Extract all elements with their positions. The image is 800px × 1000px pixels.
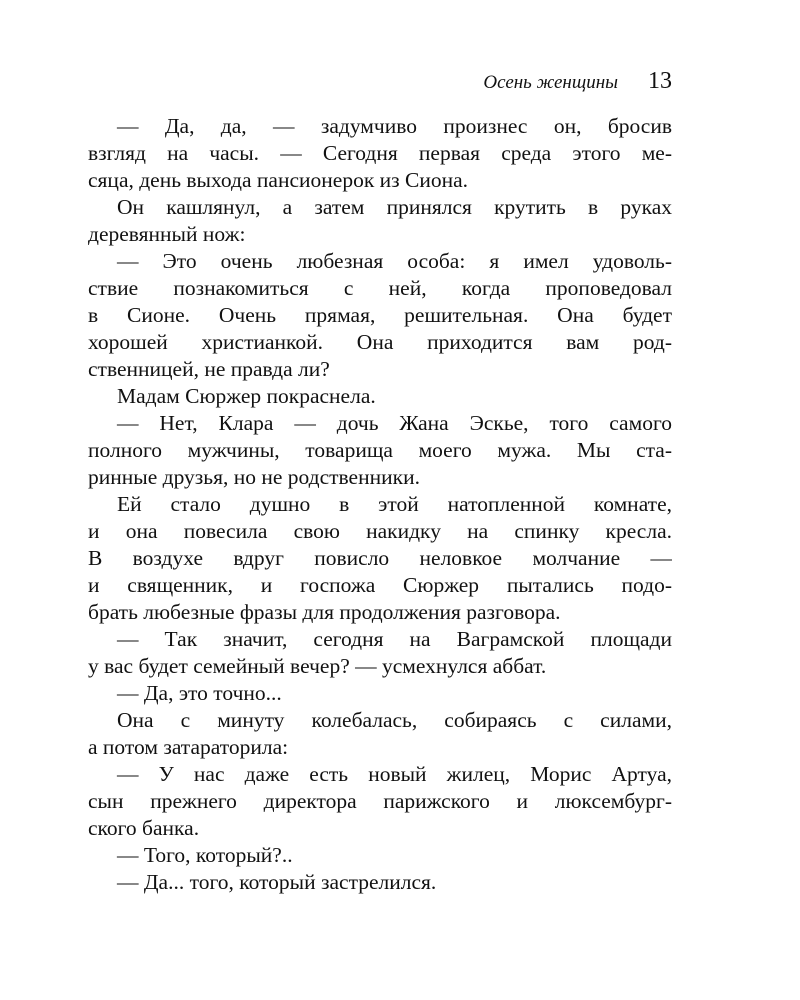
text-line: Ей стало душно в этой натопленной комнате, (117, 492, 672, 516)
text-line: полного мужчины, товарища моего мужа. Мы ста- (88, 438, 672, 462)
text-line: — У нас даже есть новый жилец, Морис Артуа, (117, 762, 672, 786)
text-line: взгляд на часы. — Сегодня первая среда этого ме- (88, 141, 672, 165)
text-line: и она повесила свою накидку на спинку кресла. (88, 519, 672, 543)
text-line: ринные друзья, но не родственники. (88, 465, 420, 489)
text-line: ственницей, не правда ли? (88, 357, 330, 381)
text-line: в Сионе. Очень прямая, решительная. Она будет (88, 303, 672, 327)
page-header (88, 68, 672, 98)
text-line: В воздухе вдруг повисло неловкое молчание — (88, 546, 672, 570)
text-line: деревянный нож: (88, 222, 246, 246)
text-line: сяца, день выхода пансионерок из Сиона. (88, 168, 469, 192)
text-line: ствие познакомиться с ней, когда проповедовал (88, 276, 672, 300)
text-line: брать любезные фразы для продолжения разговора. (88, 600, 561, 624)
text-line: Она с минуту колебалась, собираясь с силами, (117, 708, 672, 732)
text-line: ского банка. (88, 816, 200, 840)
text-line: — Да... того, который застрелился. (117, 870, 437, 894)
body-text (88, 113, 672, 896)
text-line: хорошей христианкой. Она приходится вам род- (88, 330, 672, 354)
text-line: сын прежнего директора парижского и люксембург- (88, 789, 672, 813)
text-line: — Да, это точно... (117, 681, 282, 705)
text-line: и священник, и госпожа Сюржер пытались подо- (88, 573, 672, 597)
text-line: — Так значит, сегодня на Ваграмской площади (117, 627, 672, 651)
text-line: — Да, да, — задумчиво произнес он, бросив (117, 114, 672, 138)
text-line: Он кашлянул, а затем принялся крутить в руках (117, 195, 672, 219)
text-line: — Это очень любезная особа: я имел удоволь- (117, 249, 672, 273)
text-line: — Того, который?.. (117, 843, 293, 867)
text-line: а потом затараторила: (88, 735, 289, 759)
text-line: — Нет, Клара — дочь Жана Эскье, того самого (117, 411, 672, 435)
text-line: Мадам Сюржер покраснела. (117, 384, 376, 408)
text-line: у вас будет семейный вечер? — усмехнулся аббат. (88, 654, 547, 678)
page-number: 13 (648, 68, 672, 94)
running-title: Осень женщины (483, 72, 618, 93)
